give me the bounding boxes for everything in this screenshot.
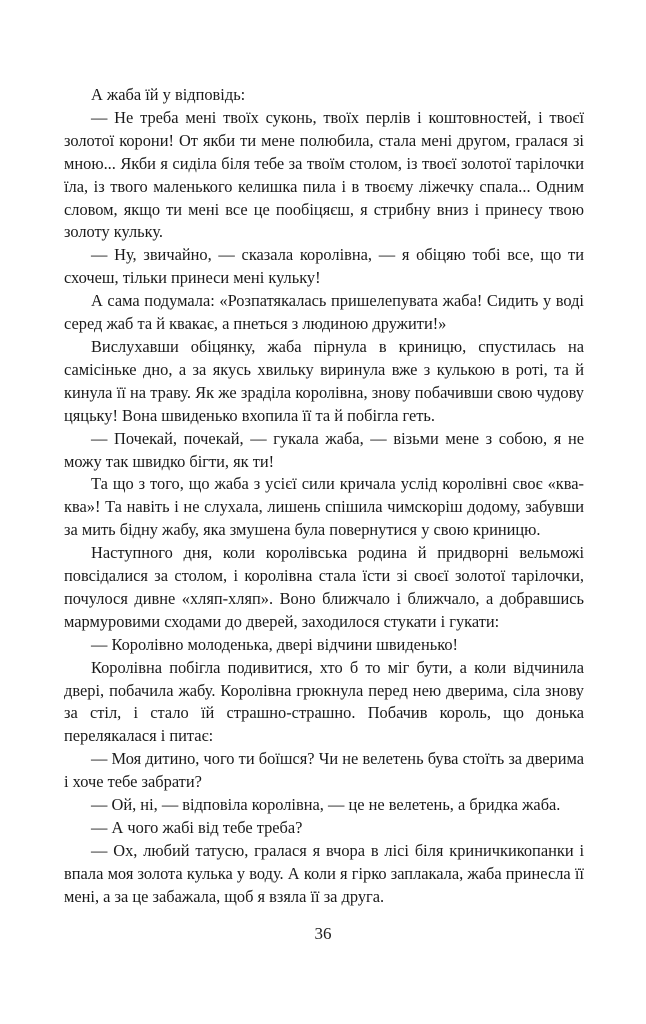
paragraph: А сама подумала: «Розпатякалась пришелепувата жаба! Сидить у воді серед жаб та й квакає, а пнеться з людиною дружити!» (64, 291, 584, 334)
page-body-text (64, 84, 584, 909)
paragraph: — Почекай, почекай, — гукала жаба, — візьми мене з собою, я не можу так швидко бігти, як ти! (64, 428, 584, 471)
paragraph: — Не треба мені твоїх суконь, твоїх перлів і коштовностей, і твоєї золотої корони! От якби ти мене полюбила, стала мені другом, гралася зі мною... Якби я сиділа біля тебе за твоїм столом, із твоєї золотої тарілочки їла, із твого маленького келишка пила і в твоєму ліжечку спала... Одним словом, якщо ти мені все це пообіцяєш, я стрибну вниз і принесу твою золоту кульку. (64, 107, 584, 242)
paragraph: — Моя дитино, чого ти боїшся? Чи не велетень бува стоїть за дверима і хоче тебе забрати? (64, 749, 584, 792)
paragraph: Вислухавши обіцянку, жаба пірнула в криницю, спустилась на самісіньке дно, а за якусь хвильку виринула вже з кулькою в роті, та й кинула її на траву. Як же зраділа королівна, знову побачивши свою чудову цяцьку! Вона швиденько вхопила її та й побігла геть. (64, 336, 584, 425)
paragraph: — Ох, любий татусю, гралася я вчора в лісі біля криничкикопанки і впала моя золота кулька у воду. А коли я гірко заплакала, жаба принесла її мені, а за це забажала, щоб я взяла її за друга. (64, 840, 584, 906)
page-number: 36 (314, 924, 332, 943)
paragraph: А жаба їй у відповідь: (91, 85, 246, 104)
paragraph: — Королівно молоденька, двері відчини швиденько! (91, 634, 458, 654)
paragraph: — А чого жабі від тебе треба? (91, 818, 303, 837)
paragraph: — Ну, звичайно, — сказала королівна, — я обіцяю тобі все, що ти схочеш, тільки принеси мені кульку! (64, 245, 584, 288)
paragraph: Наступного дня, коли королівська родина й придворні вельможі повсідалися за столом, і королівна стала їсти зі своєї золотої тарілочки, почулося дивне «хляп-хляп». Воно ближчало і ближчало, а добравшись мармуровими сходами до дверей, заходилося стукати і гукати: (64, 543, 584, 631)
paragraph: — Ой, ні, — відповіла королівна, — це не велетень, а бридка жаба. (91, 795, 561, 815)
paragraph: Королівна побігла подивитися, хто б то міг бути, а коли відчинила двері, побачила жабу. Королівна грюкнула перед нею дверима, сіла знову за стіл, і стало їй страшно-страшно. Побачив король, що донька перелякалася і питає: (64, 657, 584, 746)
paragraph: Та що з того, що жаба з усієї сили кричала услід королівні своє «ква-ква»! Та навіть і не слухала, лишень спішила чимскоріш додому, забувши за мить бідну жабу, яка змушена була повернутися у свою криницю. (64, 474, 584, 540)
